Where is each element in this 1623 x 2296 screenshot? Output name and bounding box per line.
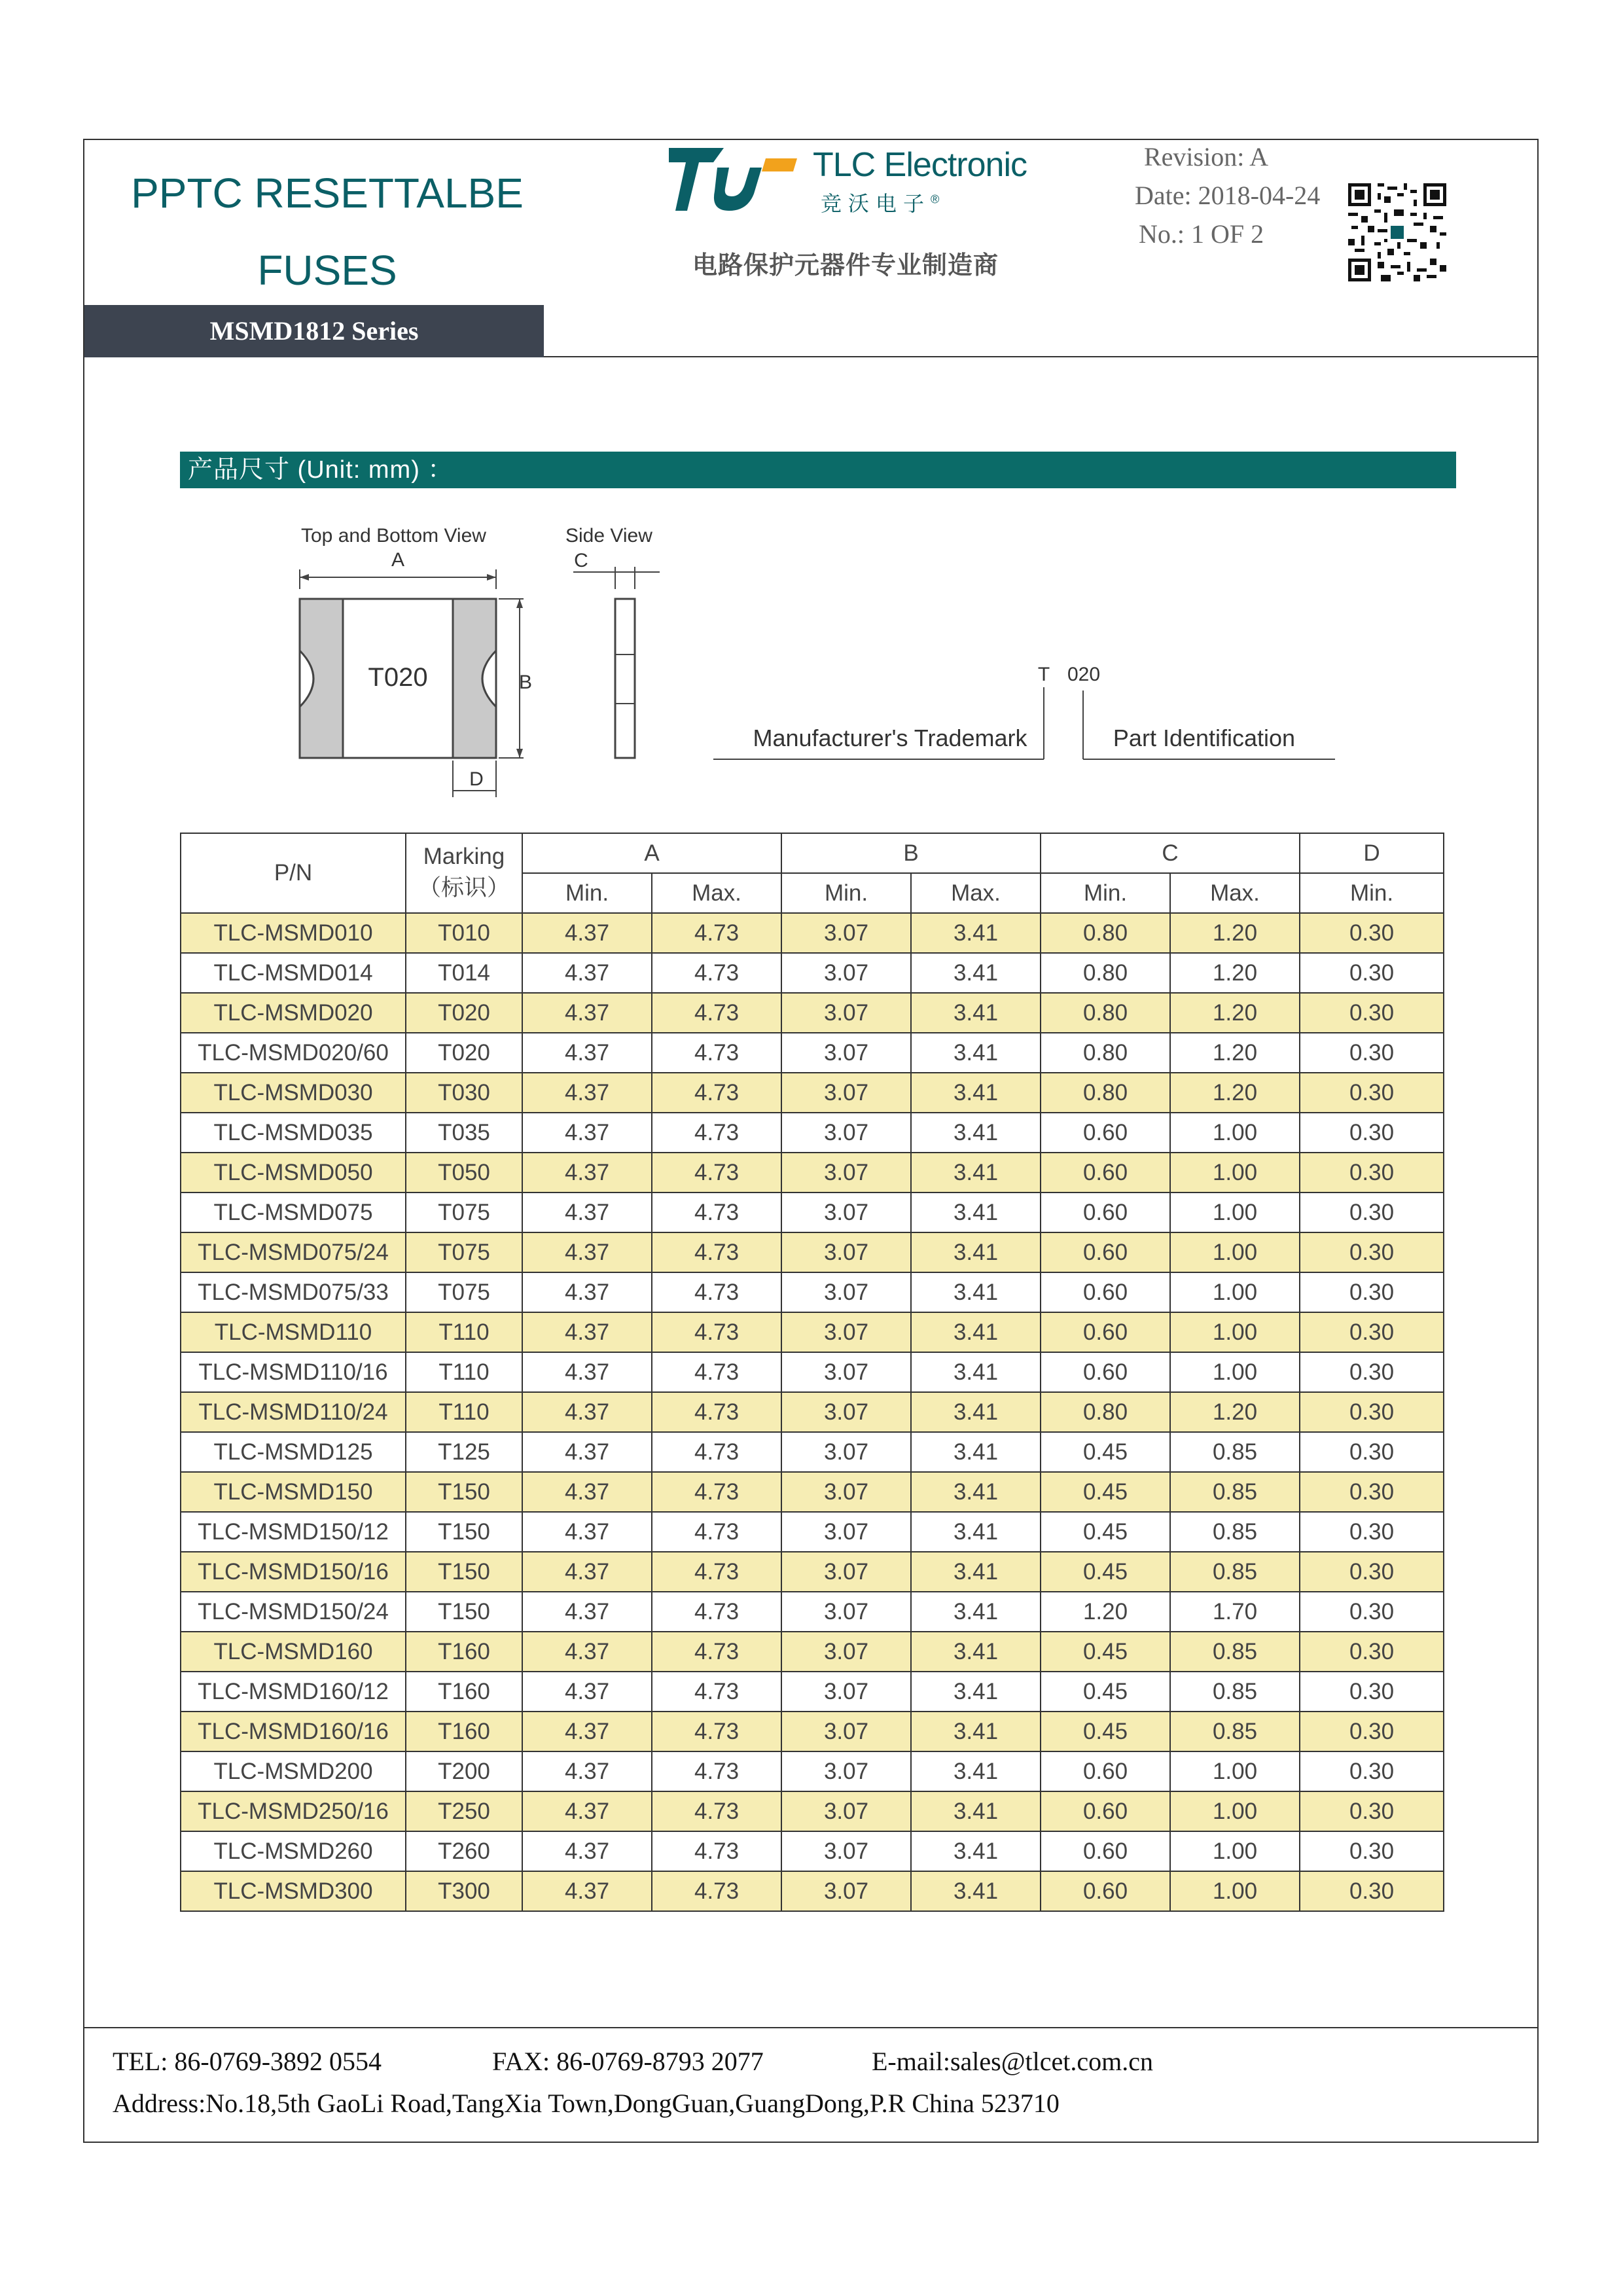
cell-b-max: 3.41 bbox=[911, 1153, 1041, 1193]
cell-a-min: 4.37 bbox=[522, 1791, 652, 1831]
cell-a-max: 4.73 bbox=[652, 1672, 781, 1712]
cell-b-max: 3.41 bbox=[911, 1432, 1041, 1472]
cell-d-min: 0.30 bbox=[1300, 1193, 1444, 1232]
cell-b-min: 3.07 bbox=[781, 1472, 911, 1512]
cell-a-max: 4.73 bbox=[652, 1392, 781, 1432]
table-row bbox=[181, 993, 1444, 1033]
cell-b-max: 3.41 bbox=[911, 1751, 1041, 1791]
cell-marking: T160 bbox=[406, 1632, 522, 1672]
cell-c-max: 1.00 bbox=[1170, 1193, 1300, 1232]
table-row bbox=[181, 1831, 1444, 1871]
trademark-label: Manufacturer's Trademark bbox=[753, 725, 1027, 751]
table-row bbox=[181, 1472, 1444, 1512]
cell-b-max: 3.41 bbox=[911, 1113, 1041, 1153]
cell-b-min: 3.07 bbox=[781, 1312, 911, 1352]
company-name-en: TLC Electronic bbox=[813, 146, 1027, 184]
cell-a-min: 4.37 bbox=[522, 1272, 652, 1312]
cell-c-min: 0.60 bbox=[1041, 1871, 1170, 1911]
cell-c-max: 0.85 bbox=[1170, 1552, 1300, 1592]
cell-d-min: 0.30 bbox=[1300, 1312, 1444, 1352]
cell-a-max: 4.73 bbox=[652, 1232, 781, 1272]
side-view-body bbox=[615, 599, 635, 758]
cell-marking: T150 bbox=[406, 1592, 522, 1632]
cell-marking: T150 bbox=[406, 1512, 522, 1552]
cell-marking: T160 bbox=[406, 1712, 522, 1751]
page-number-text: No.: 1 OF 2 bbox=[1139, 219, 1264, 249]
cell-d-min: 0.30 bbox=[1300, 1033, 1444, 1073]
table-row bbox=[181, 1552, 1444, 1592]
cell-b-max: 3.41 bbox=[911, 1871, 1041, 1911]
cell-c-max: 0.85 bbox=[1170, 1472, 1300, 1512]
cell-a-max: 4.73 bbox=[652, 1831, 781, 1871]
cell-a-min: 4.37 bbox=[522, 1871, 652, 1911]
footer-fax: FAX: 86-0769-8793 2077 bbox=[492, 2047, 764, 2076]
cell-a-min: 4.37 bbox=[522, 993, 652, 1033]
cell-b-min: 3.07 bbox=[781, 1073, 911, 1113]
cell-a-max: 4.73 bbox=[652, 993, 781, 1033]
cell-a-max: 4.73 bbox=[652, 1352, 781, 1392]
table-row bbox=[181, 1153, 1444, 1193]
cell-a-max: 4.73 bbox=[652, 1272, 781, 1312]
cell-b-min: 3.07 bbox=[781, 1751, 911, 1791]
cell-c-max: 1.00 bbox=[1170, 1751, 1300, 1791]
cell-b-max: 3.41 bbox=[911, 1552, 1041, 1592]
table-row bbox=[181, 1791, 1444, 1831]
footer-tel: TEL: 86-0769-3892 0554 bbox=[113, 2047, 382, 2076]
cell-a-min: 4.37 bbox=[522, 1232, 652, 1272]
cell-pn: TLC-MSMD110 bbox=[181, 1312, 406, 1352]
cell-pn: TLC-MSMD030 bbox=[181, 1073, 406, 1113]
cell-a-min: 4.37 bbox=[522, 1512, 652, 1552]
table-row bbox=[181, 1512, 1444, 1552]
cell-b-min: 3.07 bbox=[781, 1632, 911, 1672]
cell-marking: T110 bbox=[406, 1352, 522, 1392]
cell-c-min: 0.45 bbox=[1041, 1472, 1170, 1512]
table-row bbox=[181, 1312, 1444, 1352]
cell-c-min: 0.80 bbox=[1041, 953, 1170, 993]
cell-pn: TLC-MSMD020/60 bbox=[181, 1033, 406, 1073]
cell-a-min: 4.37 bbox=[522, 913, 652, 953]
cell-pn: TLC-MSMD020 bbox=[181, 993, 406, 1033]
cell-pn: TLC-MSMD200 bbox=[181, 1751, 406, 1791]
doc-title-line1: PPTC RESETTALBE bbox=[131, 170, 524, 217]
cell-d-min: 0.30 bbox=[1300, 913, 1444, 953]
cell-marking: T200 bbox=[406, 1751, 522, 1791]
cell-marking: T020 bbox=[406, 1033, 522, 1073]
cell-marking: T020 bbox=[406, 993, 522, 1033]
cell-d-min: 0.30 bbox=[1300, 1352, 1444, 1392]
cell-c-max: 1.00 bbox=[1170, 1272, 1300, 1312]
cell-pn: TLC-MSMD014 bbox=[181, 953, 406, 993]
cell-d-min: 0.30 bbox=[1300, 1552, 1444, 1592]
table-row bbox=[181, 1232, 1444, 1272]
side-view-label: Side View bbox=[565, 525, 652, 547]
cell-c-min: 0.45 bbox=[1041, 1552, 1170, 1592]
cell-d-min: 0.30 bbox=[1300, 993, 1444, 1033]
cell-b-min: 3.07 bbox=[781, 1272, 911, 1312]
legend-marking-t: T bbox=[1037, 664, 1050, 685]
cell-a-min: 4.37 bbox=[522, 1033, 652, 1073]
cell-d-min: 0.30 bbox=[1300, 1392, 1444, 1432]
cell-c-max: 0.85 bbox=[1170, 1512, 1300, 1552]
cell-marking: T110 bbox=[406, 1312, 522, 1352]
top-view-label: Top and Bottom View bbox=[301, 525, 486, 547]
table-row bbox=[181, 1073, 1444, 1113]
cell-b-max: 3.41 bbox=[911, 1831, 1041, 1871]
cell-a-min: 4.37 bbox=[522, 1592, 652, 1632]
cell-pn: TLC-MSMD160 bbox=[181, 1632, 406, 1672]
cell-a-max: 4.73 bbox=[652, 1712, 781, 1751]
cell-b-min: 3.07 bbox=[781, 1552, 911, 1592]
header-c: C bbox=[1041, 833, 1300, 873]
cell-c-min: 0.80 bbox=[1041, 1073, 1170, 1113]
cell-b-min: 3.07 bbox=[781, 1512, 911, 1552]
cell-c-min: 0.60 bbox=[1041, 1272, 1170, 1312]
cell-a-max: 4.73 bbox=[652, 1472, 781, 1512]
cell-marking: T075 bbox=[406, 1193, 522, 1232]
cell-a-min: 4.37 bbox=[522, 1352, 652, 1392]
cell-marking: T075 bbox=[406, 1232, 522, 1272]
cell-d-min: 0.30 bbox=[1300, 1751, 1444, 1791]
cell-a-max: 4.73 bbox=[652, 1751, 781, 1791]
cell-c-min: 0.80 bbox=[1041, 1392, 1170, 1432]
header-b-min: Min. bbox=[781, 873, 911, 913]
cell-a-min: 4.37 bbox=[522, 953, 652, 993]
cell-d-min: 0.30 bbox=[1300, 953, 1444, 993]
header-a-max: Max. bbox=[652, 873, 781, 913]
company-name-cn: 竞沃电子® bbox=[821, 192, 940, 215]
cell-d-min: 0.30 bbox=[1300, 1113, 1444, 1153]
table-row bbox=[181, 1632, 1444, 1672]
cell-d-min: 0.30 bbox=[1300, 1272, 1444, 1312]
cell-pn: TLC-MSMD050 bbox=[181, 1153, 406, 1193]
cell-b-min: 3.07 bbox=[781, 993, 911, 1033]
cell-pn: TLC-MSMD150/24 bbox=[181, 1592, 406, 1632]
cell-c-max: 0.85 bbox=[1170, 1632, 1300, 1672]
dimensions-table bbox=[180, 833, 1444, 1912]
cell-pn: TLC-MSMD160/12 bbox=[181, 1672, 406, 1712]
cell-a-min: 4.37 bbox=[522, 1751, 652, 1791]
cell-c-max: 1.00 bbox=[1170, 1232, 1300, 1272]
dim-a-label: A bbox=[391, 549, 405, 571]
cell-b-min: 3.07 bbox=[781, 1392, 911, 1432]
cell-d-min: 0.30 bbox=[1300, 1153, 1444, 1193]
company-slogan: 电路保护元器件专业制造商 bbox=[692, 252, 999, 279]
cell-c-max: 1.00 bbox=[1170, 1871, 1300, 1911]
cell-b-max: 3.41 bbox=[911, 1712, 1041, 1751]
cell-a-max: 4.73 bbox=[652, 1033, 781, 1073]
cell-a-max: 4.73 bbox=[652, 1512, 781, 1552]
header-b: B bbox=[781, 833, 1041, 873]
cell-c-max: 1.00 bbox=[1170, 1352, 1300, 1392]
cell-marking: T125 bbox=[406, 1432, 522, 1472]
cell-a-min: 4.37 bbox=[522, 1432, 652, 1472]
table-row bbox=[181, 1592, 1444, 1632]
header-b-max: Max. bbox=[911, 873, 1041, 913]
table-row bbox=[181, 1712, 1444, 1751]
cell-b-min: 3.07 bbox=[781, 1672, 911, 1712]
cell-c-max: 1.20 bbox=[1170, 1392, 1300, 1432]
cell-b-max: 3.41 bbox=[911, 1193, 1041, 1232]
cell-d-min: 0.30 bbox=[1300, 1432, 1444, 1472]
cell-a-max: 4.73 bbox=[652, 1791, 781, 1831]
body-marking: T020 bbox=[368, 663, 428, 692]
section-title-bar: 产品尺寸 (Unit: mm) ： bbox=[180, 452, 1456, 488]
header-c-max: Max. bbox=[1170, 873, 1300, 913]
cell-c-min: 0.45 bbox=[1041, 1712, 1170, 1751]
cell-b-min: 3.07 bbox=[781, 1153, 911, 1193]
cell-c-min: 0.45 bbox=[1041, 1632, 1170, 1672]
cell-c-max: 0.85 bbox=[1170, 1672, 1300, 1712]
cell-b-min: 3.07 bbox=[781, 1592, 911, 1632]
cell-c-max: 1.70 bbox=[1170, 1592, 1300, 1632]
dim-d-label: D bbox=[469, 768, 484, 790]
cell-b-max: 3.41 bbox=[911, 1791, 1041, 1831]
cell-d-min: 0.30 bbox=[1300, 1592, 1444, 1632]
cell-b-min: 3.07 bbox=[781, 1831, 911, 1871]
table-row bbox=[181, 1432, 1444, 1472]
cell-a-min: 4.37 bbox=[522, 1392, 652, 1432]
cell-c-min: 0.60 bbox=[1041, 1352, 1170, 1392]
cell-c-min: 0.60 bbox=[1041, 1831, 1170, 1871]
cell-d-min: 0.30 bbox=[1300, 1672, 1444, 1712]
cell-c-max: 1.20 bbox=[1170, 913, 1300, 953]
table-row bbox=[181, 1193, 1444, 1232]
table-row bbox=[181, 1751, 1444, 1791]
footer-email[interactable]: E-mail:sales@tlcet.com.cn bbox=[872, 2047, 1154, 2076]
cell-c-min: 0.60 bbox=[1041, 1193, 1170, 1232]
cell-c-min: 0.45 bbox=[1041, 1432, 1170, 1472]
cell-c-min: 0.60 bbox=[1041, 1791, 1170, 1831]
cell-b-max: 3.41 bbox=[911, 1352, 1041, 1392]
cell-b-max: 3.41 bbox=[911, 1472, 1041, 1512]
cell-c-min: 0.45 bbox=[1041, 1672, 1170, 1712]
cell-c-min: 1.20 bbox=[1041, 1592, 1170, 1632]
cell-c-min: 0.80 bbox=[1041, 913, 1170, 953]
cell-marking: T075 bbox=[406, 1272, 522, 1312]
table-row bbox=[181, 913, 1444, 953]
cell-c-min: 0.80 bbox=[1041, 1033, 1170, 1073]
cell-d-min: 0.30 bbox=[1300, 1632, 1444, 1672]
cell-d-min: 0.30 bbox=[1300, 1791, 1444, 1831]
cell-a-max: 4.73 bbox=[652, 1113, 781, 1153]
cell-b-min: 3.07 bbox=[781, 1193, 911, 1232]
header-d-min: Min. bbox=[1300, 873, 1444, 913]
cell-a-min: 4.37 bbox=[522, 1193, 652, 1232]
header-a-min: Min. bbox=[522, 873, 652, 913]
cell-marking: T035 bbox=[406, 1113, 522, 1153]
cell-marking: T250 bbox=[406, 1791, 522, 1831]
table-row bbox=[181, 1352, 1444, 1392]
cell-marking: T160 bbox=[406, 1672, 522, 1712]
header-a: A bbox=[522, 833, 781, 873]
cell-d-min: 0.30 bbox=[1300, 1232, 1444, 1272]
cell-pn: TLC-MSMD035 bbox=[181, 1113, 406, 1153]
cell-a-min: 4.37 bbox=[522, 1632, 652, 1672]
cell-b-min: 3.07 bbox=[781, 953, 911, 993]
cell-b-min: 3.07 bbox=[781, 1791, 911, 1831]
cell-c-max: 1.00 bbox=[1170, 1113, 1300, 1153]
cell-a-max: 4.73 bbox=[652, 1592, 781, 1632]
table-body bbox=[181, 913, 1444, 1911]
cell-b-min: 3.07 bbox=[781, 1033, 911, 1073]
cell-a-max: 4.73 bbox=[652, 1073, 781, 1113]
cell-c-max: 1.20 bbox=[1170, 953, 1300, 993]
cell-pn: TLC-MSMD150/12 bbox=[181, 1512, 406, 1552]
cell-pn: TLC-MSMD150 bbox=[181, 1472, 406, 1512]
cell-c-min: 0.45 bbox=[1041, 1512, 1170, 1552]
cell-b-min: 3.07 bbox=[781, 1432, 911, 1472]
cell-marking: T300 bbox=[406, 1871, 522, 1911]
cell-marking: T030 bbox=[406, 1073, 522, 1113]
cell-marking: T050 bbox=[406, 1153, 522, 1193]
cell-pn: TLC-MSMD110/16 bbox=[181, 1352, 406, 1392]
cell-d-min: 0.30 bbox=[1300, 1831, 1444, 1871]
cell-pn: TLC-MSMD300 bbox=[181, 1871, 406, 1911]
cell-a-min: 4.37 bbox=[522, 1073, 652, 1113]
cell-marking: T014 bbox=[406, 953, 522, 993]
header-pn: P/N bbox=[181, 833, 406, 913]
cell-d-min: 0.30 bbox=[1300, 1472, 1444, 1512]
cell-c-max: 1.00 bbox=[1170, 1312, 1300, 1352]
cell-c-max: 1.00 bbox=[1170, 1831, 1300, 1871]
cell-d-min: 0.30 bbox=[1300, 1512, 1444, 1552]
cell-b-max: 3.41 bbox=[911, 1272, 1041, 1312]
cell-a-max: 4.73 bbox=[652, 1552, 781, 1592]
cell-pn: TLC-MSMD260 bbox=[181, 1831, 406, 1871]
cell-c-max: 1.20 bbox=[1170, 1033, 1300, 1073]
table-row bbox=[181, 1392, 1444, 1432]
cell-a-min: 4.37 bbox=[522, 1472, 652, 1512]
cell-a-max: 4.73 bbox=[652, 1432, 781, 1472]
legend-marking-num: 020 bbox=[1067, 664, 1101, 685]
cell-a-max: 4.73 bbox=[652, 1193, 781, 1232]
cell-c-max: 1.00 bbox=[1170, 1791, 1300, 1831]
cell-c-min: 0.60 bbox=[1041, 1751, 1170, 1791]
cell-pn: TLC-MSMD250/16 bbox=[181, 1791, 406, 1831]
cell-b-max: 3.41 bbox=[911, 1392, 1041, 1432]
cell-pn: TLC-MSMD075/24 bbox=[181, 1232, 406, 1272]
cell-c-min: 0.60 bbox=[1041, 1312, 1170, 1352]
table-row bbox=[181, 1871, 1444, 1911]
cell-c-min: 0.60 bbox=[1041, 1153, 1170, 1193]
cell-a-min: 4.37 bbox=[522, 1672, 652, 1712]
cell-marking: T110 bbox=[406, 1392, 522, 1432]
cell-marking: T010 bbox=[406, 913, 522, 953]
cell-b-min: 3.07 bbox=[781, 1113, 911, 1153]
header-c-min: Min. bbox=[1041, 873, 1170, 913]
cell-b-min: 3.07 bbox=[781, 1232, 911, 1272]
cell-a-min: 4.37 bbox=[522, 1312, 652, 1352]
header-marking: Marking （标识） bbox=[406, 833, 522, 913]
cell-b-max: 3.41 bbox=[911, 1632, 1041, 1672]
cell-pn: TLC-MSMD150/16 bbox=[181, 1552, 406, 1592]
cell-a-max: 4.73 bbox=[652, 953, 781, 993]
cell-c-min: 0.60 bbox=[1041, 1113, 1170, 1153]
header-d: D bbox=[1300, 833, 1444, 873]
cell-d-min: 0.30 bbox=[1300, 1073, 1444, 1113]
cell-a-min: 4.37 bbox=[522, 1831, 652, 1871]
dim-c-label: C bbox=[574, 550, 588, 571]
cell-a-max: 4.73 bbox=[652, 1871, 781, 1911]
cell-b-max: 3.41 bbox=[911, 1672, 1041, 1712]
date-text: Date: 2018-04-24 bbox=[1135, 181, 1321, 210]
cell-a-min: 4.37 bbox=[522, 1153, 652, 1193]
footer-address: Address:No.18,5th GaoLi Road,TangXia Town,DongGuan,GuangDong,P.R China 523710 bbox=[113, 2089, 1060, 2118]
cell-b-min: 3.07 bbox=[781, 1712, 911, 1751]
cell-b-max: 3.41 bbox=[911, 1312, 1041, 1352]
doc-title-line2: FUSES bbox=[257, 247, 397, 294]
cell-b-max: 3.41 bbox=[911, 953, 1041, 993]
cell-marking: T150 bbox=[406, 1552, 522, 1592]
table-row bbox=[181, 1033, 1444, 1073]
cell-c-min: 0.60 bbox=[1041, 1232, 1170, 1272]
cell-b-max: 3.41 bbox=[911, 993, 1041, 1033]
cell-pn: TLC-MSMD110/24 bbox=[181, 1392, 406, 1432]
cell-b-min: 3.07 bbox=[781, 1871, 911, 1911]
cell-b-max: 3.41 bbox=[911, 1512, 1041, 1552]
cell-marking: T260 bbox=[406, 1831, 522, 1871]
cell-a-max: 4.73 bbox=[652, 1632, 781, 1672]
cell-c-max: 0.85 bbox=[1170, 1712, 1300, 1751]
cell-b-max: 3.41 bbox=[911, 1073, 1041, 1113]
table-row bbox=[181, 953, 1444, 993]
table-row bbox=[181, 1672, 1444, 1712]
cell-c-max: 0.85 bbox=[1170, 1432, 1300, 1472]
cell-b-min: 3.07 bbox=[781, 1352, 911, 1392]
cell-b-max: 3.41 bbox=[911, 913, 1041, 953]
part-id-label: Part Identification bbox=[1113, 725, 1296, 751]
cell-c-min: 0.80 bbox=[1041, 993, 1170, 1033]
cell-pn: TLC-MSMD075/33 bbox=[181, 1272, 406, 1312]
cell-b-max: 3.41 bbox=[911, 1033, 1041, 1073]
cell-marking: T150 bbox=[406, 1472, 522, 1512]
cell-a-max: 4.73 bbox=[652, 1153, 781, 1193]
cell-pn: TLC-MSMD075 bbox=[181, 1193, 406, 1232]
revision-text: Revision: A bbox=[1144, 142, 1269, 171]
table-row bbox=[181, 1113, 1444, 1153]
cell-d-min: 0.30 bbox=[1300, 1871, 1444, 1911]
cell-pn: TLC-MSMD160/16 bbox=[181, 1712, 406, 1751]
dim-b-label: B bbox=[519, 672, 533, 693]
cell-pn: TLC-MSMD125 bbox=[181, 1432, 406, 1472]
cell-a-max: 4.73 bbox=[652, 913, 781, 953]
table-row bbox=[181, 1272, 1444, 1312]
cell-b-max: 3.41 bbox=[911, 1592, 1041, 1632]
cell-a-min: 4.37 bbox=[522, 1113, 652, 1153]
cell-pn: TLC-MSMD010 bbox=[181, 913, 406, 953]
cell-a-min: 4.37 bbox=[522, 1712, 652, 1751]
cell-c-max: 1.20 bbox=[1170, 1073, 1300, 1113]
cell-b-min: 3.07 bbox=[781, 913, 911, 953]
series-label: MSMD1812 Series bbox=[84, 305, 544, 357]
cell-a-max: 4.73 bbox=[652, 1312, 781, 1352]
cell-b-max: 3.41 bbox=[911, 1232, 1041, 1272]
cell-c-max: 1.20 bbox=[1170, 993, 1300, 1033]
cell-a-min: 4.37 bbox=[522, 1552, 652, 1592]
cell-d-min: 0.30 bbox=[1300, 1712, 1444, 1751]
cell-c-max: 1.00 bbox=[1170, 1153, 1300, 1193]
